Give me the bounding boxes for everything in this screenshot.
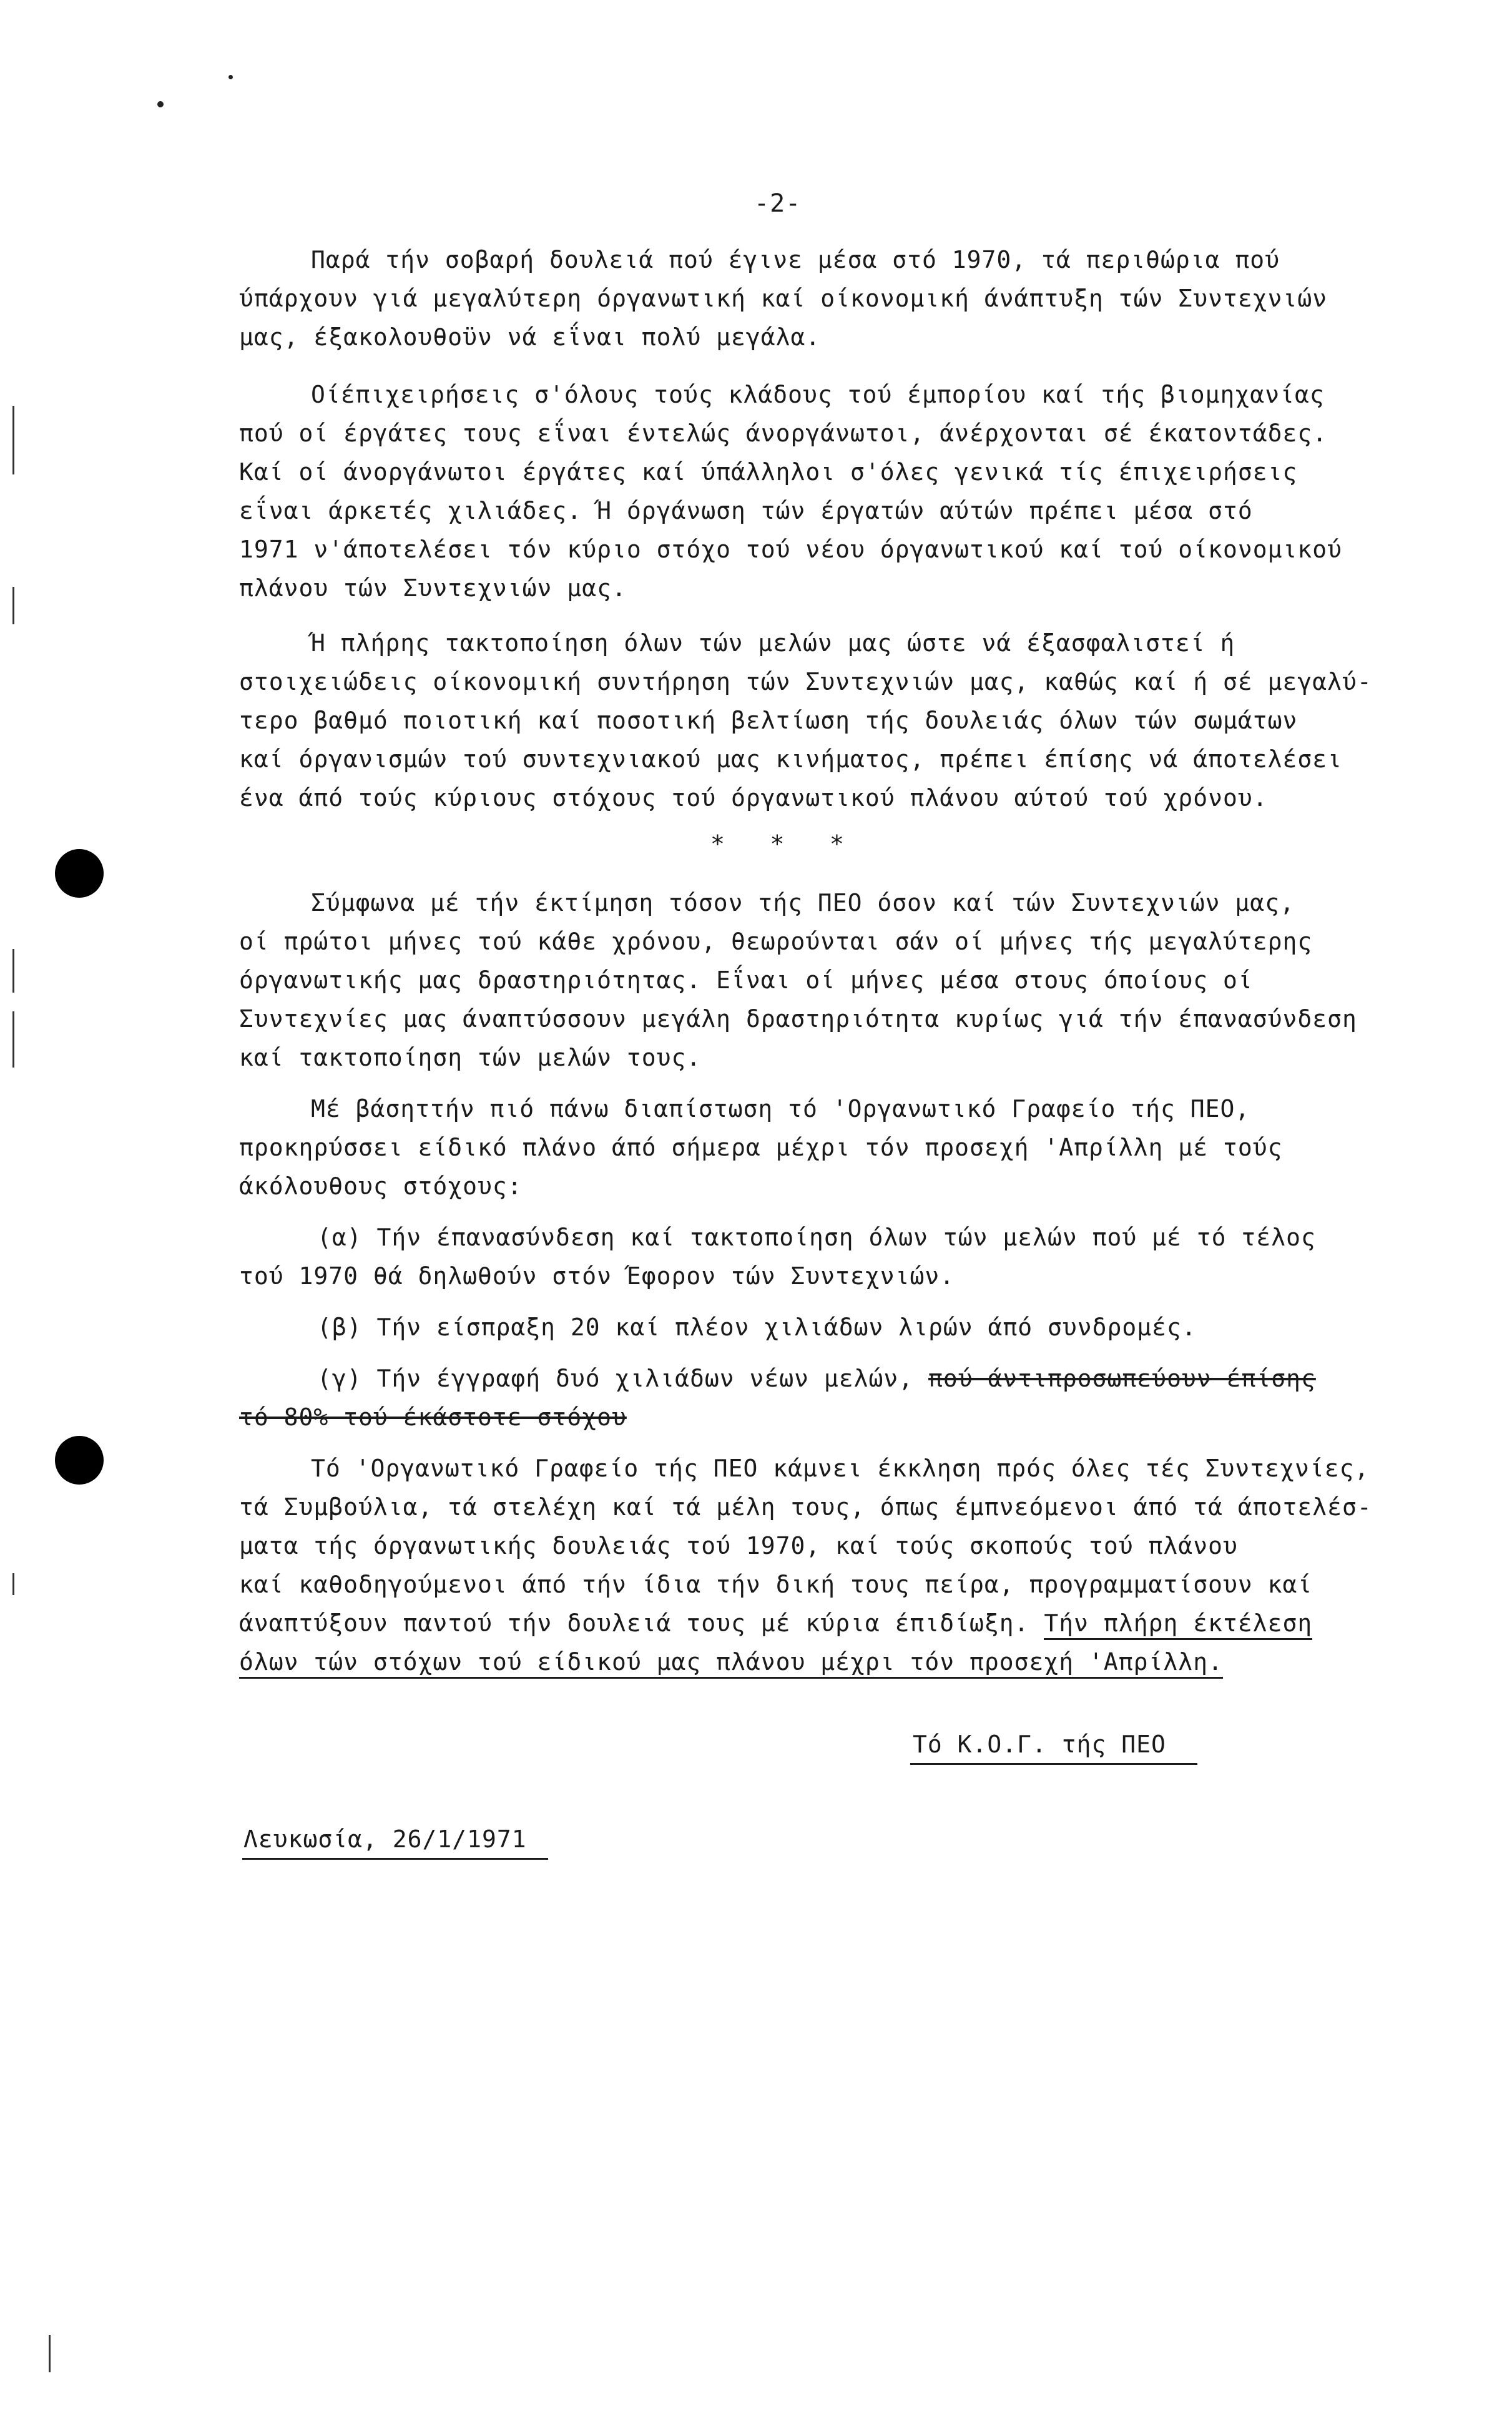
paragraph-1-line-3: μας, έξακολουθοϋν νά εΐναι πολύ μεγάλα. (239, 323, 821, 351)
goal-c-line-1 (317, 1363, 1316, 1393)
signature: Τό Κ.Ο.Γ. τής ΠΕΟ (913, 1731, 1166, 1758)
margin-mark (12, 406, 14, 474)
paragraph-5-line-3: άκόλουθους στόχους: (239, 1172, 523, 1200)
paragraph-6-line-6 (239, 1647, 1223, 1677)
paragraph-4-line-1: Σύμφωνα μέ τήν έκτίμηση τόσον τής ΠΕΟ όσον καί τών Συντεχνιών μας, (311, 889, 1295, 916)
paragraph-1-line-2: ύπάρχουν γιά μεγαλύτερη όργανωτική καί οίκονομική άνάπτυξη τών Συντεχνιών (239, 285, 1328, 312)
signature-underline (910, 1763, 1197, 1765)
paragraph-3-line-1: Ή πλήρης τακτοποίηση όλων τών μελών μας ώστε νά έξασφαλιστεί ή (311, 629, 1235, 657)
margin-mark (49, 2335, 51, 2372)
paragraph-2-line-5: 1971 ν'άποτελέσει τόν κύριο στόχο τού νέου όργανωτικού καί τού οίκονομικού (239, 536, 1342, 563)
paragraph-6-line-3: ματα τής όργανωτικής δουλειάς τού 1970, καί τούς σκοπούς τού πλάνου (239, 1532, 1238, 1559)
punch-hole-top (55, 849, 104, 898)
margin-mark (12, 587, 14, 624)
paragraph-6-line-2: τά Συμβούλια, τά στελέχη καί τά μέλη τους, όπως έμπνεόμενοι άπό τά άποτελέσ- (239, 1493, 1372, 1521)
goal-c-struck-text: πού άντιπροσωπεύουν έπίσης (928, 1365, 1316, 1392)
paragraph-4-line-4: Συντεχνίες μας άναπτύσσουν μεγάλη δραστηριότητα κυρίως γιά τήν έπανασύνδεση (239, 1005, 1357, 1033)
paragraph-6-line-5 (239, 1608, 1312, 1638)
margin-mark (12, 1573, 14, 1595)
paragraph-2-line-4: εΐναι άρκετές χιλιάδες. Ή όργάνωση τών έργατών αύτών πρέπει μέσα στό (239, 497, 1253, 524)
goal-a-line-1: (α) Τήν έπανασύνδεση καί τακτοποίηση όλων τών μελών πού μέ τό τέλος (317, 1224, 1316, 1251)
paragraph-5-line-1: Μέ βάσηττήν πιό πάνω διαπίστωση τό 'Οργανωτικό Γραφείο τής ΠΕΟ, (311, 1095, 1250, 1122)
margin-mark (12, 1011, 14, 1068)
paragraph-4-line-2: οί πρώτοι μήνες τού κάθε χρόνου, θεωρούνται σάν οί μήνες τής μεγαλύτερης (239, 928, 1313, 955)
paragraph-5-line-2: προκηρύσσει είδικό πλάνο άπό σήμερα μέχρι τόν προσεχή 'Απρίλλη μέ τούς (239, 1134, 1283, 1161)
section-separator: * * * (710, 830, 845, 858)
underlined-emphasis-1: Τήν πλήρη έκτέλεση (1044, 1609, 1312, 1640)
paragraph-3-line-2: στοιχειώδεις οίκονομική συντήρηση τών Συντεχνιών μας, καθώς καί ή σέ μεγαλύ- (239, 668, 1372, 695)
paragraph-6-line-5-text: άναπτύξουν παντού τήν δουλειά τους μέ κύρια έπιδίωξη. (239, 1609, 1029, 1637)
underlined-emphasis-2: όλων τών στόχων τού είδικού μας πλάνου μέχρι τόν προσεχή 'Απρίλλη. (239, 1648, 1223, 1679)
scan-speck (228, 75, 233, 79)
paragraph-3-line-4: καί όργανισμών τού συντεχνιακού μας κινήματος, πρέπει έπίσης νά άποτελέσει (239, 745, 1342, 773)
paragraph-6-line-1: Τό 'Οργανωτικό Γραφείο τής ΠΕΟ κάμνει έκκληση πρός όλες τές Συντεχνίες, (311, 1455, 1370, 1482)
margin-mark (12, 949, 14, 993)
goal-c-struck-line-2: τό 80% τού έκάστοτε στόχου (239, 1403, 627, 1431)
scan-speck (157, 101, 164, 107)
paragraph-3-line-3: τερο βαθμό ποιοτική καί ποσοτική βελτίωση τής δουλειάς όλων τών σωμάτων (239, 707, 1298, 734)
punch-hole-bottom (55, 1436, 104, 1485)
paragraph-4-line-3: όργανωτικής μας δραστηριότητας. Εΐναι οί μήνες μέσα στους όποίους οί (239, 966, 1253, 994)
goal-c-text: (γ) Τήν έγγραφή δυό χιλιάδων νέων μελών, (317, 1365, 914, 1392)
paragraph-1-line-1: Παρά τήν σοβαρή δουλειά πού έγινε μέσα στό 1970, τά περιθώρια πού (311, 246, 1280, 273)
page-number: -2- (754, 189, 802, 218)
paragraph-2-line-6: πλάνου τών Συντεχνιών μας. (239, 574, 627, 602)
paragraph-3-line-5: ένα άπό τούς κύριους στόχους τού όργανωτικού πλάνου αύτού τού χρόνου. (239, 784, 1268, 812)
paragraph-2-line-1: Οίέπιχειρήσεις σ'όλους τούς κλάδους τού έμπορίου καί τής βιομηχανίας (311, 381, 1325, 408)
paragraph-6-line-4: καί καθοδηγούμενοι άπό τήν ίδια τήν δική τους πείρα, προγραμματίσουν καί (239, 1571, 1313, 1598)
paragraph-4-line-5: καί τακτοποίηση τών μελών τους. (239, 1044, 702, 1071)
goal-b: (β) Τήν είσπραξη 20 καί πλέον χιλιάδων λιρών άπό συνδρομές. (317, 1314, 1197, 1341)
date-underline (242, 1858, 548, 1860)
date-line: Λευκωσία, 26/1/1971 (243, 1825, 527, 1853)
paragraph-2-line-2: πού οί έργάτες τους εΐναι έντελώς άνοργάνωτοι, άνέρχονται σέ έκατοντάδες. (239, 420, 1328, 447)
paragraph-2-line-3: Καί οί άνοργάνωτοι έργάτες καί ύπάλληλοι σ'όλες γενικά τίς έπιχειρήσεις (239, 458, 1298, 486)
goal-a-line-2: τού 1970 θά δηλωθούν στόν Έφορον τών Συντεχνιών. (239, 1262, 955, 1290)
